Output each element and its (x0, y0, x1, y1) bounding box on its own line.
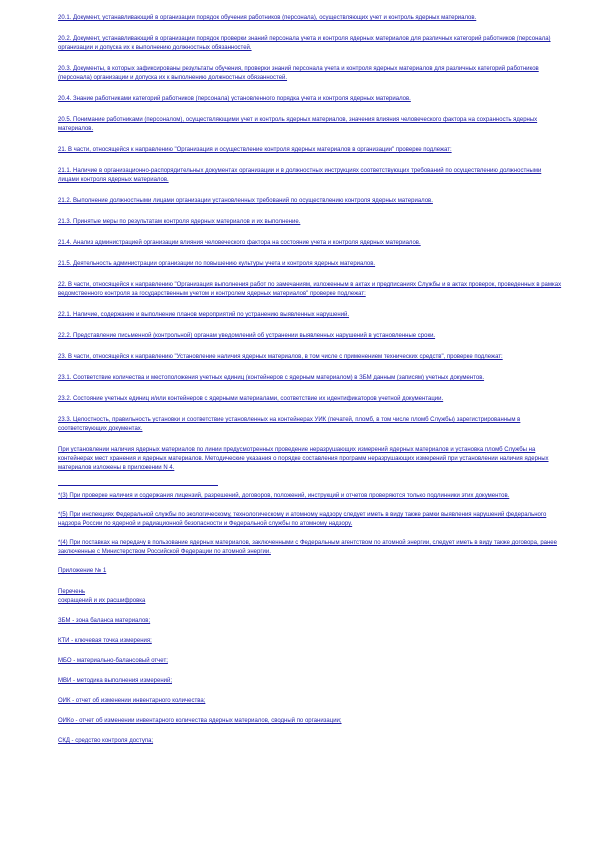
appendix-title: Приложение № 1 (58, 568, 107, 574)
paragraph-21-1: 21.1. Наличие в организационно-распорядительных документах организации и в должностных инструкциях соответствующих требований по осуществлению должностными лицами контроля ядерных материалов. (58, 168, 542, 183)
footnote-5: *(5) При инспекциях Федеральной службы по экологическому, технологическому и атомному надзору следует иметь в виду также рамки выявления нарушений федерального надзора России по ядерной и радиационной безопасности и Федеральной службы по атомному надзору. (58, 512, 547, 527)
paragraph-20-3: 20.3. Документы, в которых зафиксированы результаты обучения, проверки знаний персонала учета и контроля ядерных материалов для различных категорий работников (персонала) организации и допуска их к выполнению должностных обязанностей. (58, 66, 539, 81)
footnote-divider (58, 485, 218, 486)
abbreviation-item: ОИК - отчет об изменении инвентарного количества; (58, 698, 206, 704)
paragraph-23-1: 23.1. Соответствие количества и местоположения учетных единиц (контейнеров с ядерным материалом) в ЗБМ данным (записям) учетных документов. (58, 375, 485, 381)
paragraph-23-2: 23.2. Состояние учетных единиц и/или контейнеров с ядерными материалами, соответствие их идентификаторов учетной документации. (58, 396, 444, 402)
abbreviation-item: ЗБМ - зона баланса материалов; (58, 618, 151, 624)
appendix-heading-line2: сокращений и их расшифровка (58, 598, 146, 604)
paragraph-21-2: 21.2. Выполнение должностными лицами организации установленных требований по осуществлению контроля ядерных материалов. (58, 198, 433, 204)
appendix-heading-line1: Перечень (58, 589, 86, 595)
footnote-4: *(4) При поставках на передачу в пользование ядерных материалов, заключенными с Федеральным агентством по атомной энергии, следует иметь в виду также договора, ранее заключенные с Министерством Российской Федерации по атомной энергии. (58, 540, 557, 555)
abbreviation-item: СКД - средство контроля доступа; (58, 738, 154, 744)
abbreviation-item: КТИ - ключевая точка измерения; (58, 638, 152, 644)
abbreviation-item: ОИКо - отчет об изменении инвентарного количества ядерных материалов, сводный по организации; (58, 718, 342, 724)
paragraph-22: 22. В части, относящейся к направлению "Организация выполнения работ по замечаниям, изложенным в актах и предписаниях Службы и в актах проверок, проведенных в рамках ведомственного контроля за государственным учетом и контролем ядерных материалов" проверке подлежат: (58, 282, 562, 297)
paragraph-21-5: 21.5. Деятельность администрации организации по повышению культуры учета и контроля ядерных материалов. (58, 261, 376, 267)
footnote-3: *(3) При проверке наличия и содержания лицензий, разрешений, договоров, положений, инструкций и отчетов проверяются только подлинники этих документов. (58, 493, 510, 499)
paragraph-20-1: 20.1. Документ, устанавливающий в организации порядок обучения работников (персонала), осуществляющих учет и контроль ядерных материалов. (58, 15, 477, 21)
paragraph-20-5: 20.5. Понимание работниками (персоналом), осуществляющими учет и контроль ядерных материалов, значения влияния человеческого фактора на сохранность ядерных материалов. (58, 117, 538, 132)
paragraph-21-4: 21.4. Анализ администрацией организации влияния человеческого фактора на состояние учета и контроля ядерных материалов. (58, 240, 421, 246)
paragraph-20-2: 20.2. Документ, устанавливающий в организации порядок проверки знаний персонала учета и контроля ядерных материалов для различных категорий работников (персонала) организации и допуска их к выполнению должностных обязанностей. (58, 36, 551, 51)
document-page (58, 14, 563, 757)
abbreviation-item: МБО - материально-балансовый отчет; (58, 658, 168, 664)
paragraph-23-3: 23.3. Целостность, правильность установки и соответствие установленных на контейнерах УИК (печатей, пломб, в том числе пломб Службы) зарегистрированным в соответствующих документах. (58, 417, 521, 432)
paragraph-21: 21. В части, относящейся к направлению "Организация и осуществление контроля ядерных материалов в организации" проверке подлежат: (58, 147, 452, 153)
paragraph-22-1: 22.1. Наличие, содержание и выполнение планов мероприятий по устранению выявленных нарушений. (58, 312, 350, 318)
paragraph-23: 23. В части, относящейся к направлению "Установление наличия ядерных материалов, в том числе с применением технических средств", проверке подлежат: (58, 354, 503, 360)
abbreviation-item: МВИ - методика выполнения измерений; (58, 678, 173, 684)
paragraph-22-2: 22.2. Представление письменной (контрольной) органам уведомлений об устранении выявленных нарушений в установленные сроки. (58, 333, 436, 339)
paragraph-20-4: 20.4. Знание работниками категорий работников (персонала) установленного порядка учета и контроля ядерных материалов. (58, 96, 411, 102)
paragraph-measurement-note: При установлении наличия ядерных материалов по линии предусмотренных проведение неразрушающих измерений ядерных материалов и установка пломб Службы на контейнерах мест хранения и ядерных материалов. Методические указания о порядке составления программ неразрушающих измерений при установлении наличия ядерных материалов изложены в приложении N 4. (58, 447, 549, 471)
paragraph-21-3: 21.3. Принятые меры по результатам контроля ядерных материалов и их выполнение. (58, 219, 301, 225)
